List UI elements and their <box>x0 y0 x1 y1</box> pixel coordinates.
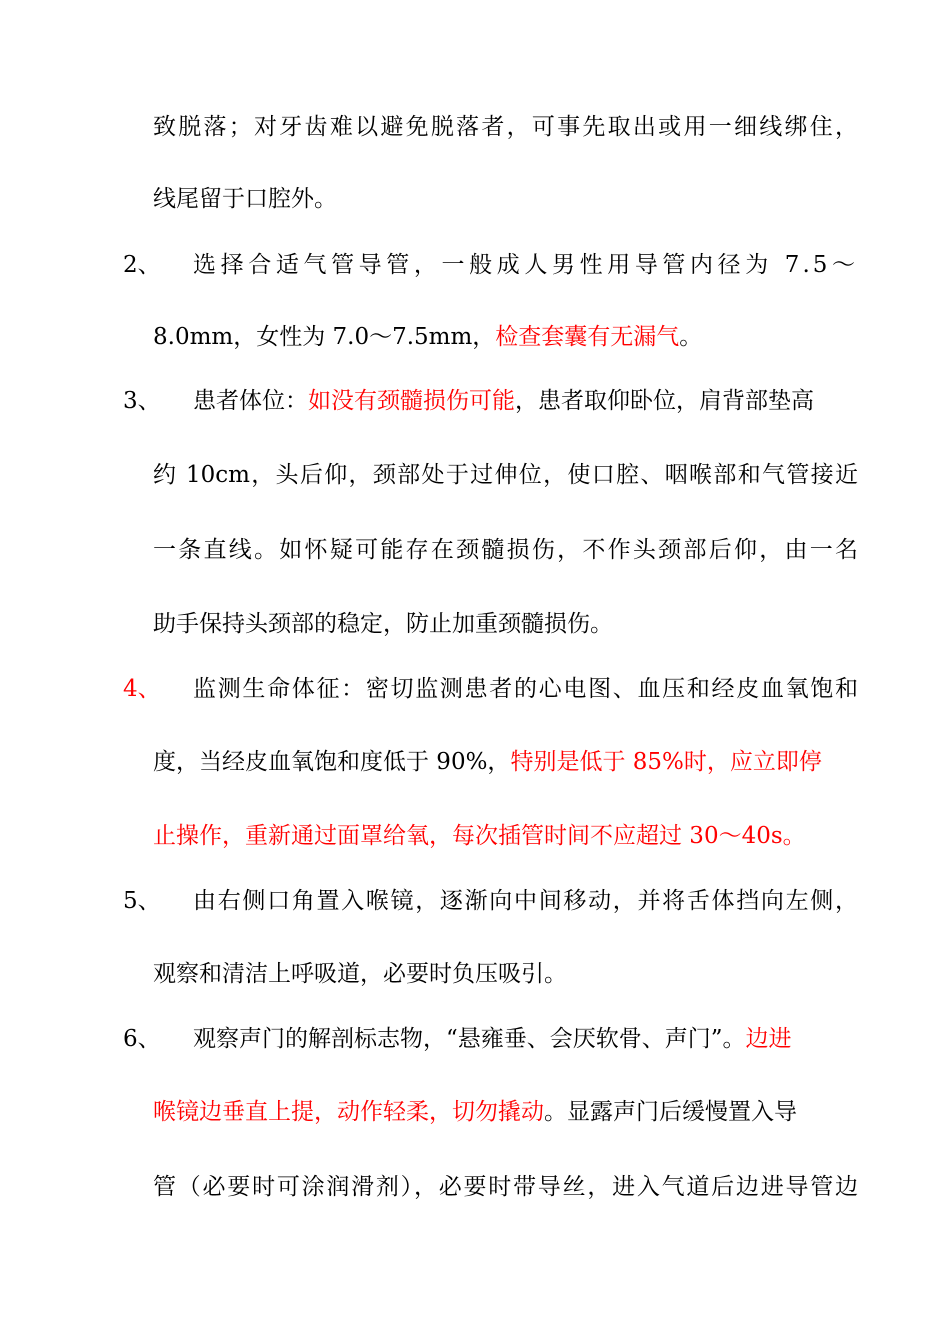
list-item-2 <box>123 250 858 280</box>
paragraph-line <box>153 535 858 565</box>
text-segment: 一条直线。如怀疑可能存在颈髓损伤，不作头颈部后仰，由一名 <box>153 537 858 563</box>
list-item-3 <box>123 386 858 416</box>
list-item-4 <box>123 674 858 704</box>
text-segment: 8.0mm，女性为 7.0～7.5mm， <box>153 324 496 350</box>
text-segment: 管（必要时可涂润滑剂），必要时带导丝，进入气道后边进导管边 <box>153 1174 858 1200</box>
text-segment: 。 <box>679 324 703 350</box>
paragraph-line <box>153 821 806 851</box>
paragraph-line <box>153 959 567 989</box>
text-segment: 患者体位： <box>193 388 308 414</box>
paragraph-line <box>153 1097 797 1127</box>
text-segment: 选择合适气管导管，一般成人男性用导管内径为 7.5～ <box>193 252 858 278</box>
highlight-text: 如没有颈髓损伤可能 <box>308 388 515 414</box>
text-segment: 度，当经皮血氧饱和度低于 90%， <box>153 749 511 775</box>
text-segment: 助手保持头颈部的稳定，防止加重颈髓损伤。 <box>153 611 613 637</box>
paragraph-line <box>153 112 858 142</box>
paragraph-line <box>153 747 822 777</box>
paragraph-line <box>153 322 702 352</box>
list-item-5 <box>123 886 858 916</box>
paragraph-line <box>153 184 337 214</box>
list-number: 6、 <box>123 1026 161 1052</box>
paragraph-line <box>153 1172 858 1202</box>
text-segment: 监测生命体征：密切监测患者的心电图、血压和经皮血氧饱和 <box>193 676 858 702</box>
text-segment: 约 10cm，头后仰，颈部处于过伸位，使口腔、咽喉部和气管接近 <box>153 462 858 488</box>
highlight-text: 止操作，重新通过面罩给氧，每次插管时间不应超过 30～40s。 <box>153 823 806 849</box>
text-segment: 观察声门的解剖标志物，“悬雍垂、会厌软骨、声门”。 <box>193 1026 746 1052</box>
list-item-6 <box>123 1024 858 1054</box>
paragraph-line <box>153 609 613 639</box>
text-segment: 观察和清洁上呼吸道，必要时负压吸引。 <box>153 961 567 987</box>
text-segment: 。显露声门后缓慢置入导 <box>544 1099 797 1125</box>
list-number: 4、 <box>123 676 161 702</box>
paragraph-line <box>153 460 858 490</box>
text-segment: 由右侧口角置入喉镜，逐渐向中间移动，并将舌体挡向左侧， <box>193 888 858 914</box>
list-number: 2、 <box>123 252 161 278</box>
text-segment: 致脱落；对牙齿难以避免脱落者，可事先取出或用一细线绑住， <box>153 114 858 140</box>
highlight-text: 喉镜边垂直上提，动作轻柔，切勿撬动 <box>153 1099 544 1125</box>
list-number: 3、 <box>123 388 161 414</box>
highlight-text: 检查套囊有无漏气 <box>495 324 680 350</box>
highlight-text: 边进 <box>745 1026 792 1052</box>
text-segment: 线尾留于口腔外。 <box>153 186 337 212</box>
list-number: 5、 <box>123 888 161 914</box>
highlight-text: 特别是低于 85%时，应立即停 <box>510 749 822 775</box>
text-segment: ，患者取仰卧位，肩背部垫高 <box>515 388 814 414</box>
